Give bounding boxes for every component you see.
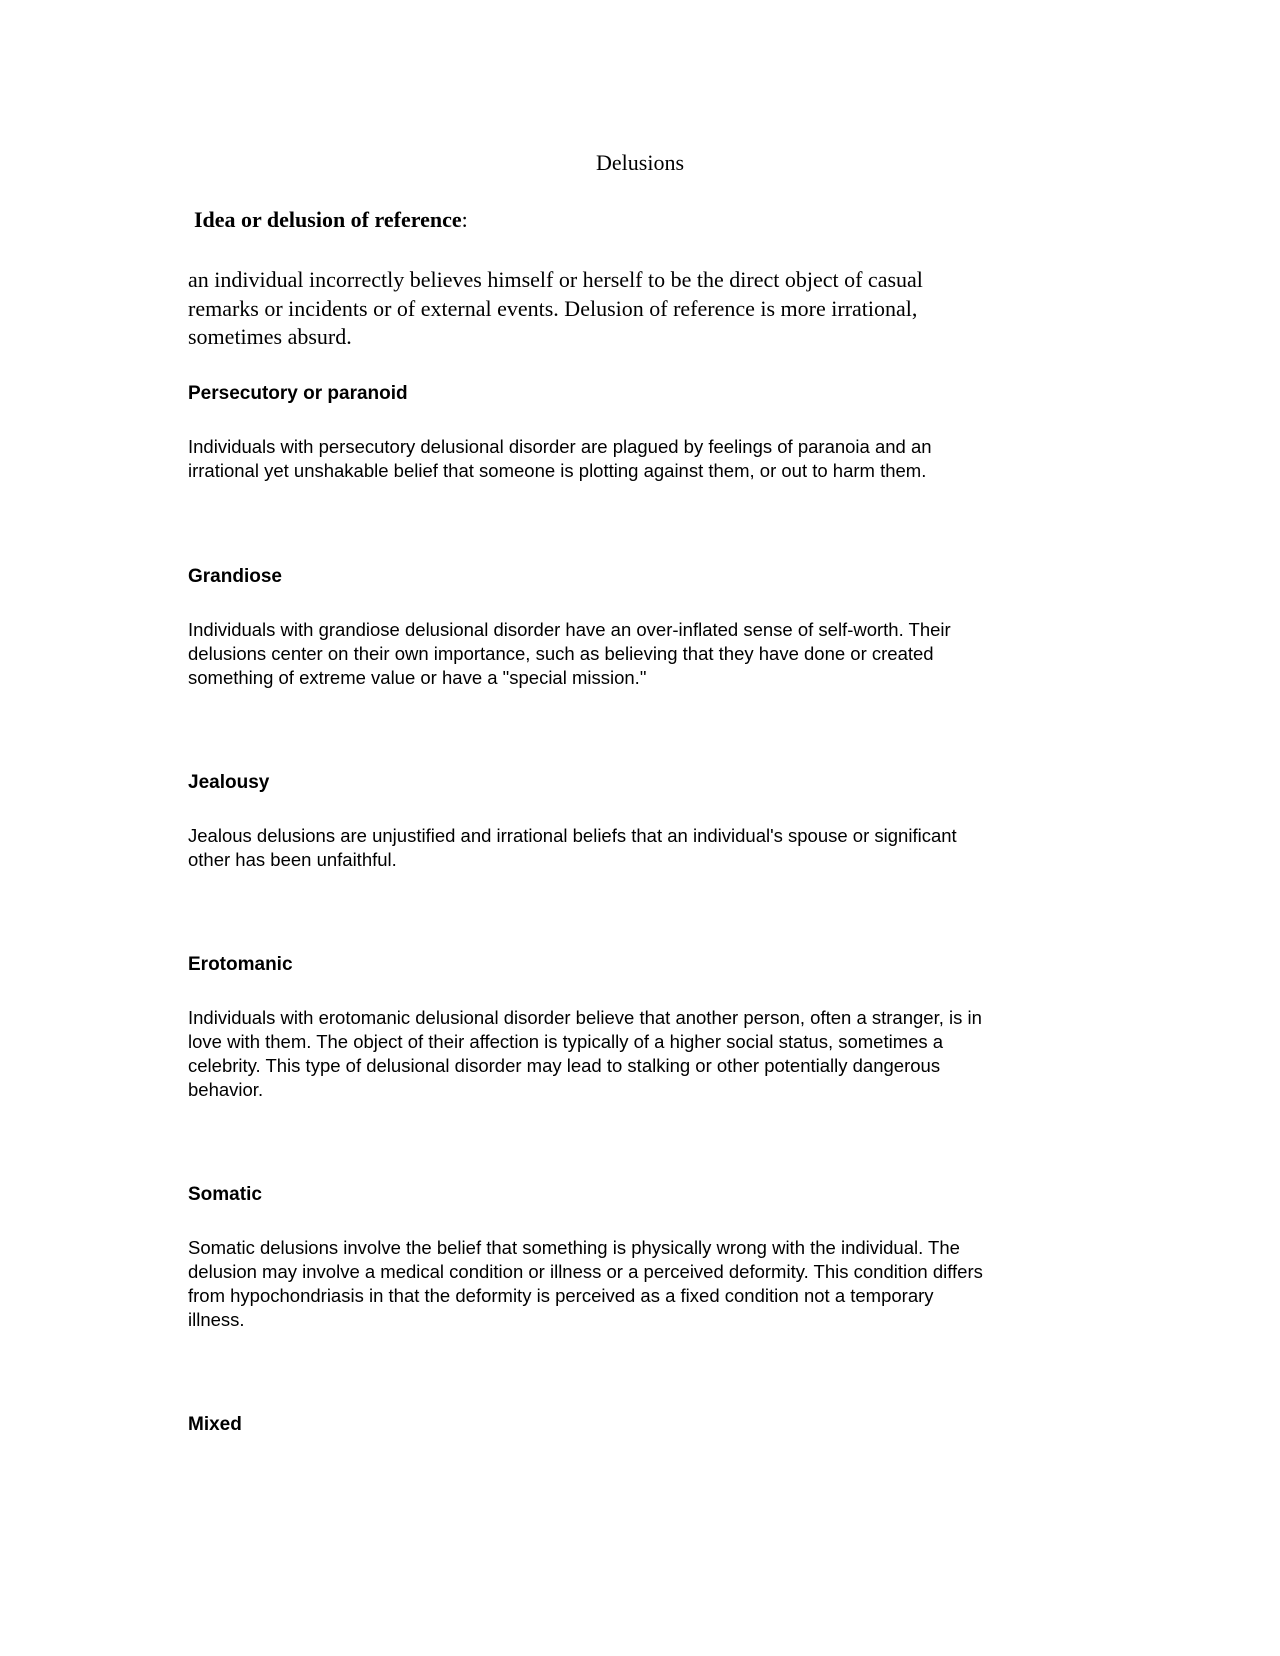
section-heading-persecutory: Persecutory or paranoid — [188, 383, 408, 404]
section-body-jealousy: Jealous delusions are unjustified and irrational beliefs that an individual's spouse or significant other has been unfaithful. — [188, 825, 957, 870]
reference-heading — [194, 207, 468, 233]
section-heading-jealousy: Jealousy — [188, 772, 270, 793]
section-body-persecutory: Individuals with persecutory delusional disorder are plagued by feelings of paranoia and an irrational yet unshakable belief that someone is plotting against them, or out to harm them. — [188, 436, 932, 481]
reference-heading-colon: : — [461, 207, 468, 232]
section-heading-grandiose: Grandiose — [188, 566, 282, 587]
section-body-erotomanic: Individuals with erotomanic delusional disorder believe that another person, often a stranger, is in love with them. The object of their affection is typically of a higher social status, sometimes a celebrity. This type of delusional disorder may lead to stalking or other potentially dangerous behavior. — [188, 1007, 982, 1100]
section-heading-mixed: Mixed — [188, 1414, 242, 1435]
section-body-somatic: Somatic delusions involve the belief that something is physically wrong with the individual. The delusion may involve a medical condition or illness or a perceived deformity. This condition differs from hypochondriasis in that the deformity is perceived as a fixed condition not a temporary illness. — [188, 1237, 983, 1330]
reference-body: an individual incorrectly believes himself or herself to be the direct object of casual remarks or incidents or of external events. Delusion of reference is more irrational, sometimes absurd. — [188, 267, 923, 349]
section-heading-somatic: Somatic — [188, 1184, 262, 1205]
reference-heading-label: Idea or delusion of reference — [194, 207, 462, 232]
section-heading-erotomanic: Erotomanic — [188, 954, 293, 975]
section-body-grandiose: Individuals with grandiose delusional disorder have an over-inflated sense of self-worth. Their delusions center on their own importance, such as believing that they have done or created something of extreme value or have a "special mission." — [188, 619, 951, 688]
document-title: Delusions — [596, 150, 684, 175]
